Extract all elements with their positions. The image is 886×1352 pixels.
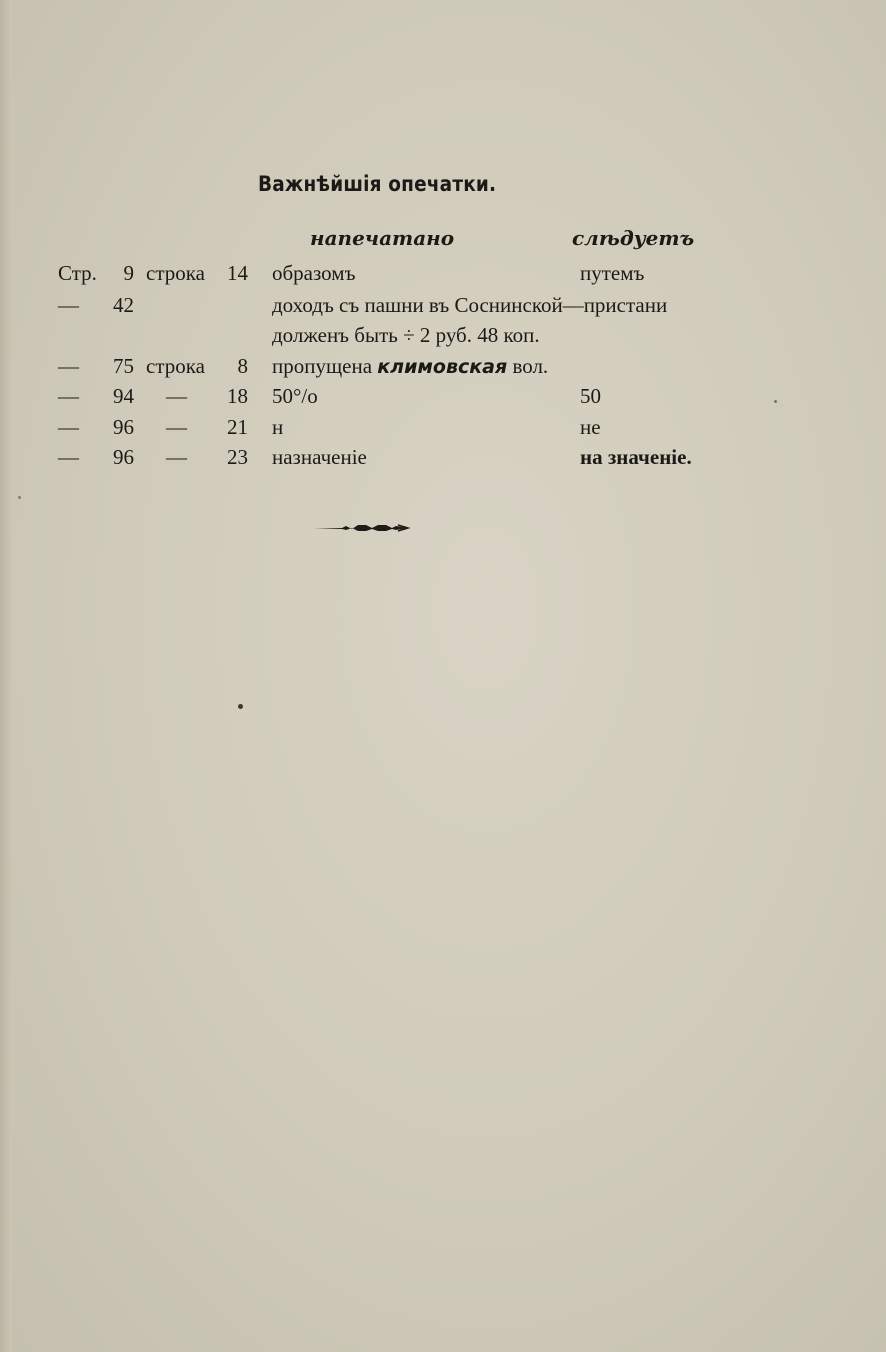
- line-number: 23: [227, 445, 248, 469]
- printed-text: доходъ съ пашни въ Соснинской—пристани: [272, 293, 668, 317]
- printed-text-a: пропущена: [272, 354, 373, 378]
- should-text: путемъ: [580, 261, 645, 285]
- errata-row: [0, 290, 886, 320]
- errata-row: [0, 412, 886, 442]
- errata-row: [0, 351, 886, 381]
- line-word: —: [166, 415, 187, 439]
- errata-row: [0, 320, 886, 350]
- page-number: 94: [113, 384, 134, 408]
- page-number: 75: [113, 354, 134, 378]
- page-prefix: —: [58, 384, 79, 408]
- paper-speck: [774, 400, 777, 403]
- line-number: 18: [227, 384, 248, 408]
- page-title: Важнѣйшія опечатки.: [258, 172, 497, 196]
- should-text: не: [580, 415, 601, 439]
- line-number: 21: [227, 415, 248, 439]
- page-prefix: —: [58, 354, 79, 378]
- page-prefix: Стр.: [58, 261, 97, 285]
- printed-text: назначеніе: [272, 445, 367, 469]
- page-prefix: —: [58, 445, 79, 469]
- column-header-should: слѣдуетъ: [572, 226, 695, 250]
- page-prefix: —: [58, 415, 79, 439]
- page-number: 96: [113, 415, 134, 439]
- printed-text: 50°/о: [272, 384, 318, 408]
- page-number: 42: [113, 293, 134, 317]
- printed-text: образомъ: [272, 261, 356, 285]
- printed-text-b: климовская: [377, 356, 508, 378]
- should-text: 50: [580, 384, 601, 408]
- page-prefix: —: [58, 293, 79, 317]
- printed-text-c: вол.: [512, 354, 549, 378]
- line-word: —: [166, 384, 187, 408]
- line-word: —: [166, 445, 187, 469]
- paper-speck: [18, 496, 21, 499]
- line-number: 8: [237, 354, 248, 378]
- line-word: строка: [146, 261, 205, 285]
- should-text: на значеніе.: [580, 445, 692, 469]
- ornament-divider: [312, 520, 412, 536]
- printed-text: [272, 351, 548, 382]
- page-number: 96: [113, 445, 134, 469]
- errata-row: [0, 381, 886, 411]
- errata-row: [0, 258, 886, 288]
- errata-row: [0, 442, 886, 472]
- printed-text: н: [272, 415, 284, 439]
- page-number: 9: [123, 261, 134, 285]
- line-number: 14: [227, 261, 248, 285]
- line-word: строка: [146, 354, 205, 378]
- printed-text: долженъ быть ÷ 2 руб. 48 коп.: [272, 323, 540, 347]
- page-edge: [0, 0, 12, 1352]
- column-header-printed: напечатано: [310, 226, 455, 250]
- paper-speck: [238, 704, 243, 709]
